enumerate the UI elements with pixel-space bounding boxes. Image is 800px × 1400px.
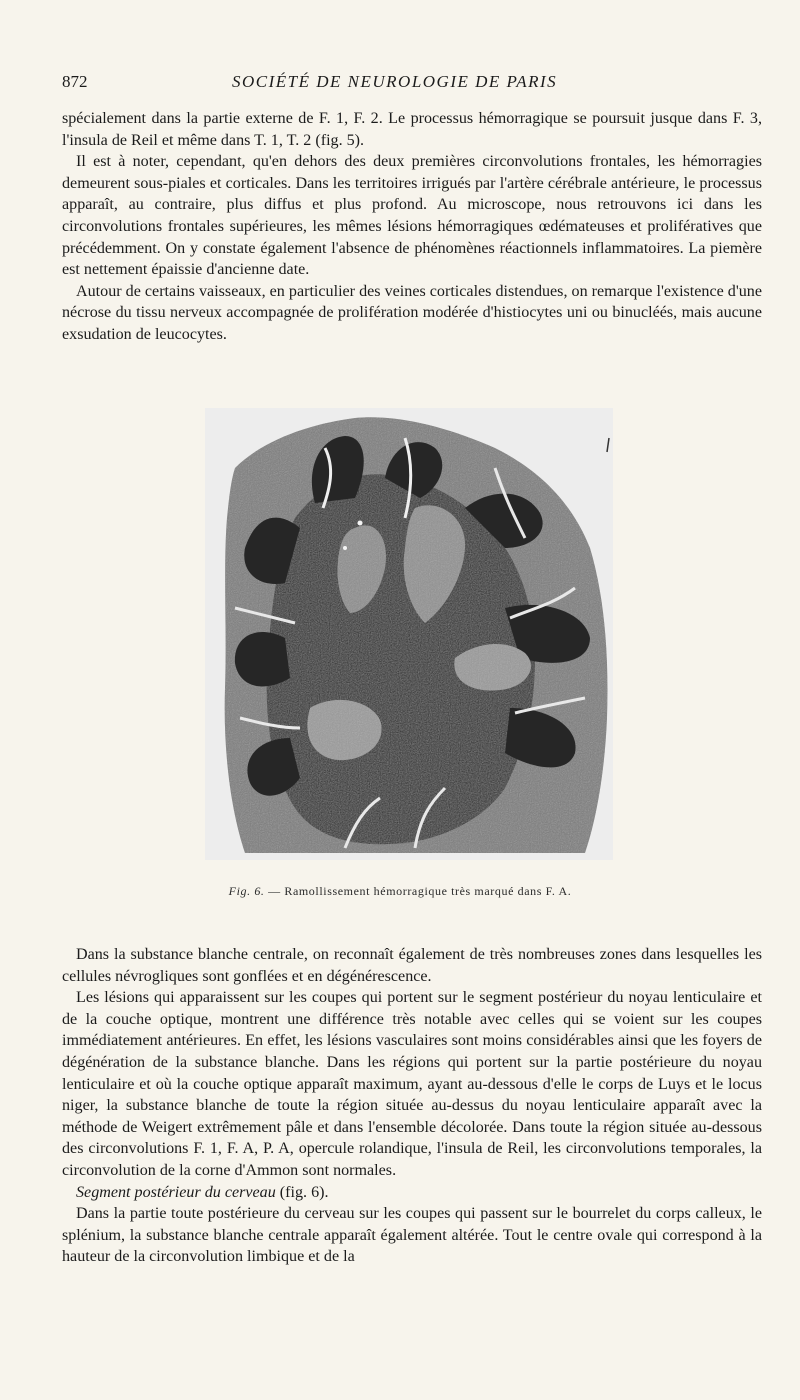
paragraph: Dans la partie toute postérieure du cerveau sur les coupes qui passent sur le bourrelet du corps calleux, le splénium, la substance blanche centrale apparaît également altérée. Tout le centre ovale qui correspond à la hauteur de la circonvolution limbique et de la (62, 1205, 762, 1266)
running-head (62, 72, 762, 94)
paragraph: spécialement dans la partie externe de F. 1, F. 2. Le processus hémorragique se poursuit jusque dans F. 3, l'insula de Reil et même dans T. 1, T. 2 (fig. 5). (62, 110, 762, 149)
segment-heading-line (62, 1182, 762, 1204)
paragraph: Dans la substance blanche centrale, on reconnaît également de très nombreuses zones dans lesquelles les cellules névrogliques sont gonflées et en dégénérescence. (62, 946, 762, 985)
figure-label: Fig. 6. (228, 884, 265, 898)
segment-figure-ref: (fig. 6). (275, 1183, 329, 1201)
segment-heading: Segment postérieur du cerveau (76, 1183, 276, 1201)
paragraph: Il est à noter, cependant, qu'en dehors des deux premières circonvolutions frontales, les hémorragies demeurent sous-piales et corticales. Dans les territoires irrigués par l'artère cérébrale antérieure, le processus apparaît, au contraire, plus diffus et plus profond. Au microscope, nous retrouvons ici dans les circonvolutions frontales supérieures, les mêmes lésions hémorragiques œdémateuses et prolifératives que précédemment. On y constate également l'absence de phénomènes réactionnels inflammatoires. La piemère est nettement épaissie d'ancienne date. (62, 153, 762, 279)
body-text-top (62, 108, 762, 346)
brain-section-photograph (205, 408, 613, 860)
paragraph: Les lésions qui apparaissent sur les coupes qui portent sur le segment postérieur du noyau lenticulaire et de la couche optique, montrent une différence très notable avec celles qui se voient sur les coupes immédiatement antérieures. En effet, les lésions vasculaires sont moins considérables ainsi que les foyers de dégénération de la substance blanche. Dans les régions qui portent sur la partie postérieure du noyau lenticulaire et où la couche optique apparaît maximum, ayant au-dessous d'elle le corps de Luys et le locus niger, la substance blanche de toute la région située au-dessus du noyau lenticulaire apparaît avec la méthode de Weigert extrêmement pâle et dans l'ensemble décolorée. Dans toute la région située au-dessous des circonvolutions F. 1, F. A, P. A, opercule rolandique, l'insula de Reil, les circonvolutions temporales, la circonvolution de la corne d'Ammon sont normales. (62, 989, 762, 1179)
paragraph: Autour de certains vaisseaux, en particulier des veines corticales distendues, on remarque l'existence d'une nécrose du tissu nerveux accompagnée de prolifération modérée d'histiocytes uni ou binucléés, mais aucune exsudation de leucocytes. (62, 282, 762, 343)
brain-section-image (205, 408, 613, 860)
figure-caption (0, 884, 800, 899)
page-number: 872 (62, 72, 88, 91)
body-text-bottom (62, 944, 762, 1268)
journal-title: SOCIÉTÉ DE NEUROLOGIE DE PARIS (232, 72, 558, 91)
figure-caption-text: — Ramollissement hémorragique très marqué dans F. A. (268, 884, 572, 898)
